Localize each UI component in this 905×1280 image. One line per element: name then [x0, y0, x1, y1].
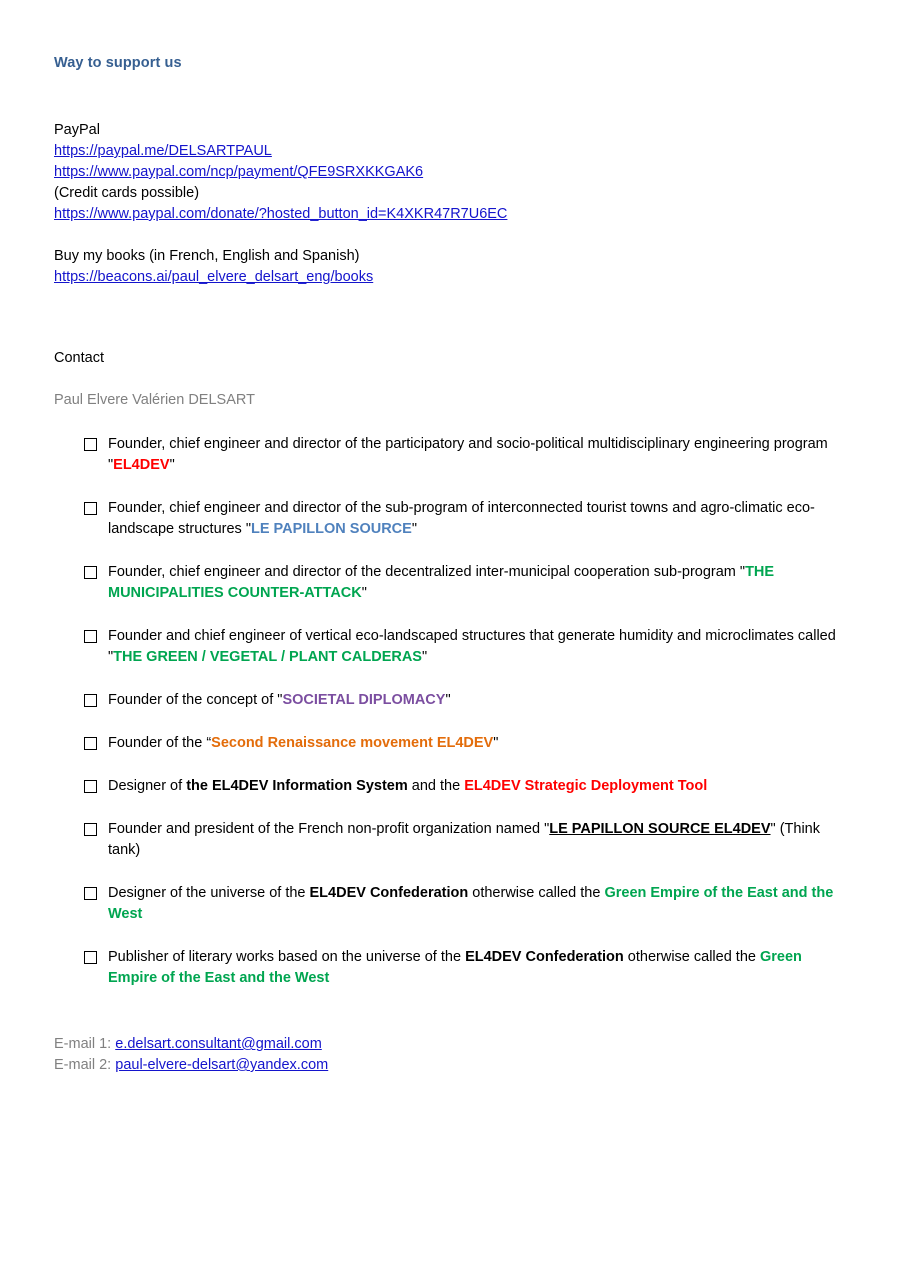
- list-item-text: [108, 562, 850, 604]
- list-item-segment: EL4DEV: [113, 457, 170, 473]
- books-block: [54, 246, 854, 288]
- paypal-me-link-row: [54, 141, 854, 162]
- list-item-segment: ": [421, 649, 428, 665]
- list-item-text: [108, 434, 850, 476]
- bullet-square-icon: [84, 780, 97, 793]
- list-item: [84, 947, 850, 989]
- list-item-segment: EL4DEV Strategic Deployment Tool: [464, 778, 708, 794]
- list-item-segment: Founder of the “: [108, 735, 212, 751]
- contact-heading: Contact: [54, 350, 104, 366]
- list-item-segment: LE PAPILLON SOURCE: [250, 521, 412, 537]
- list-item-text: [108, 776, 850, 797]
- paypal-ncp-payment-link[interactable]: https://www.paypal.com/ncp/payment/QFE9SRXKKGAK6: [54, 164, 424, 180]
- email-row-2: [54, 1055, 328, 1076]
- bullet-square-icon: [84, 737, 97, 750]
- paypal-support-block: [54, 120, 854, 225]
- list-item-segment: the EL4DEV Information System: [186, 778, 408, 794]
- list-item-segment: THE MUNICIPALITIES COUNTER-ATTACK: [108, 564, 775, 601]
- credit-cards-note: (Credit cards possible): [54, 185, 200, 201]
- list-item-segment: ": [411, 521, 417, 537]
- list-item: [84, 733, 850, 754]
- email-2-label: E-mail 2:: [54, 1057, 116, 1073]
- list-item-segment: Founder of the concept of ": [108, 692, 283, 708]
- list-item: [84, 498, 850, 540]
- list-item-segment: otherwise called the: [623, 949, 760, 965]
- list-item-segment: Second Renaissance movement EL4DEV: [211, 735, 494, 751]
- list-item-segment: Founder and president of the French non-profit organization named ": [108, 821, 550, 837]
- list-item: [84, 776, 850, 797]
- bullet-square-icon: [84, 502, 97, 515]
- list-item: [84, 819, 850, 861]
- list-item: [84, 562, 850, 604]
- list-item-segment: ": [445, 692, 451, 708]
- beacons-books-link[interactable]: https://beacons.ai/paul_elvere_delsart_eng/books: [54, 269, 374, 285]
- email-2-address[interactable]: paul-elvere-delsart@yandex.com: [115, 1057, 329, 1073]
- list-item-segment: ": [493, 735, 499, 751]
- paypal-donate-link[interactable]: https://www.paypal.com/donate/?hosted_button_id=K4XKR47R7U6EC: [54, 206, 508, 222]
- list-item-segment: " (Think tank): [108, 821, 820, 858]
- paypal-ncp-link-row: [54, 162, 854, 183]
- email-row-1: [54, 1034, 328, 1055]
- bullet-square-icon: [84, 566, 97, 579]
- list-item-segment: Founder, chief engineer and director of the participatory and socio-political multidisciplinary engineering program ": [108, 436, 828, 473]
- books-link-row: [54, 267, 854, 288]
- bullet-square-icon: [84, 438, 97, 451]
- contact-person-name: Paul Elvere Valérien DELSART: [54, 392, 255, 408]
- list-item-segment: Green Empire of the East and the West: [108, 949, 802, 986]
- list-item-segment: Green Empire of the East and the West: [108, 885, 834, 922]
- list-item: [84, 690, 850, 711]
- list-item-segment: Founder and chief engineer of vertical eco-landscaped structures that generate humidity and microclimates called ": [108, 628, 836, 665]
- list-item-segment: Founder, chief engineer and director of the decentralized inter-municipal cooperation sub-program ": [108, 564, 746, 580]
- list-item-text: [108, 498, 850, 540]
- list-item-segment: otherwise called the: [468, 885, 605, 901]
- credentials-list: [84, 434, 850, 1011]
- bullet-square-icon: [84, 694, 97, 707]
- paypal-me-link[interactable]: https://paypal.me/DELSARTPAUL: [54, 143, 272, 159]
- list-item-segment: EL4DEV Confederation: [309, 885, 469, 901]
- list-item-text: [108, 819, 850, 861]
- bullet-square-icon: [84, 823, 97, 836]
- list-item-segment: Designer of: [108, 778, 187, 794]
- books-label: Buy my books (in French, English and Spanish): [54, 248, 360, 264]
- list-item: [84, 434, 850, 476]
- page-title: Way to support us: [54, 55, 182, 71]
- list-item-segment: Founder, chief engineer and director of the sub-program of interconnected tourist towns and agro-climatic eco-landscape structures ": [108, 500, 815, 537]
- bullet-square-icon: [84, 630, 97, 643]
- list-item-text: [108, 947, 850, 989]
- email-1-address[interactable]: e.delsart.consultant@gmail.com: [115, 1036, 322, 1052]
- list-item-segment: ": [169, 457, 175, 473]
- list-item-text: [108, 626, 850, 668]
- email-1-label: E-mail 1:: [54, 1036, 116, 1052]
- list-item-text: [108, 690, 850, 711]
- list-item-segment: THE GREEN / VEGETAL / PLANT CALDERAS: [113, 649, 422, 665]
- paypal-donate-link-row: [54, 204, 854, 225]
- list-item-segment: Publisher of literary works based on the universe of the: [108, 949, 466, 965]
- paypal-label: PayPal: [54, 122, 100, 138]
- list-item-segment: EL4DEV Confederation: [465, 949, 624, 965]
- list-item: [84, 883, 850, 925]
- list-item-text: [108, 733, 850, 754]
- bullet-square-icon: [84, 887, 97, 900]
- list-item-segment: LE PAPILLON SOURCE EL4DEV: [549, 821, 771, 837]
- list-item-segment: and the: [407, 778, 465, 794]
- bullet-square-icon: [84, 951, 97, 964]
- list-item-segment: Designer of the universe of the: [108, 885, 310, 901]
- list-item-segment: SOCIETAL DIPLOMACY: [282, 692, 446, 708]
- list-item: [84, 626, 850, 668]
- email-block: [54, 1034, 328, 1076]
- list-item-segment: ": [361, 585, 367, 601]
- list-item-text: [108, 883, 850, 925]
